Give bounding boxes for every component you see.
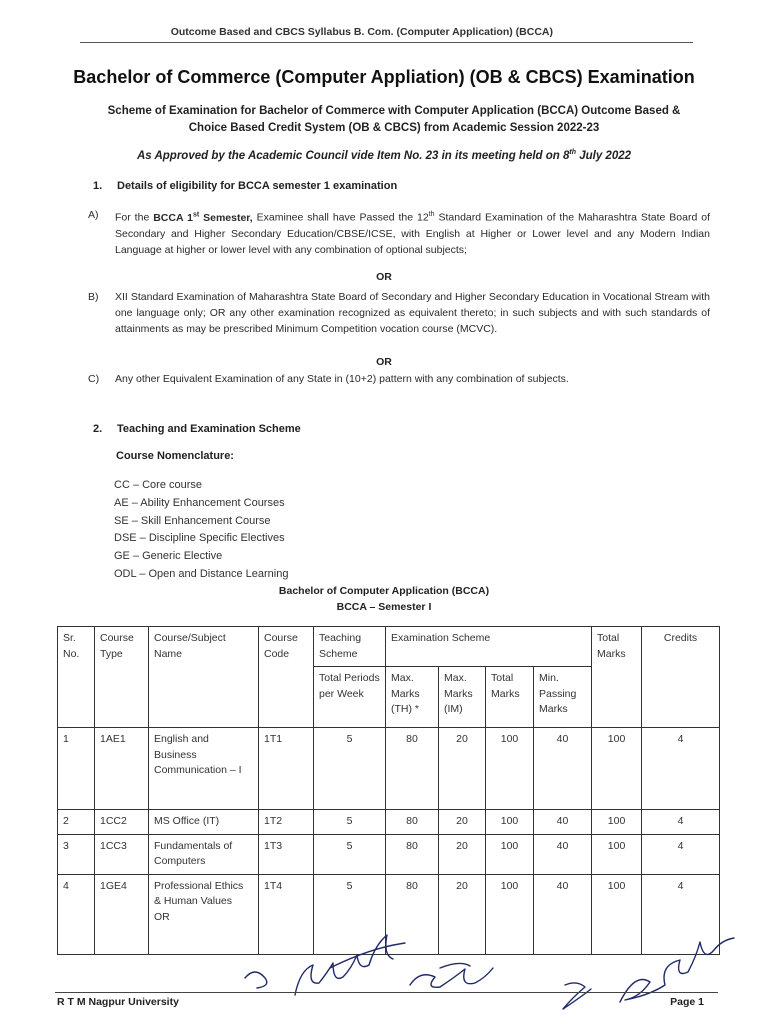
- cell-course-name: Fundamentals of Computers: [149, 834, 259, 874]
- approval-note: [60, 149, 708, 162]
- item-b-text: XII Standard Examination of Maharashtra State Board of Secondary and Higher Secondary Education in Vocational Stream with one language only; OR any other examination recognized as equivalent thereto; in such subjects and with such standards of attainments as may be prescribed Minimum Competition vocation course (MCVC).: [115, 291, 710, 335]
- column-header: Max. Marks (IM): [439, 667, 486, 728]
- cell-course-type: 1GE4: [95, 874, 149, 954]
- item-marker: B): [88, 291, 99, 303]
- course-name-text: Professional Ethics & Human Values: [154, 879, 244, 907]
- cell-credits: 4: [642, 728, 720, 810]
- cell-credits: 4: [642, 810, 720, 835]
- cell-course-name: [149, 874, 259, 954]
- table-row: [58, 810, 720, 835]
- eligibility-item-a: [88, 207, 710, 258]
- cell-total-marks: 100: [592, 810, 642, 835]
- subtitle-line-2: Choice Based Credit System (OB & CBCS) from Academic Session 2022-23: [188, 122, 600, 134]
- nomenclature-list: [114, 477, 288, 584]
- table-row: [58, 874, 720, 954]
- table-header-row: [58, 627, 720, 667]
- column-header: Examination Scheme: [386, 627, 592, 667]
- list-item: CC – Core course: [114, 479, 203, 491]
- cell-periods: 5: [314, 874, 386, 954]
- item-a-bold: BCCA 1: [153, 211, 193, 224]
- cell-course-name: MS Office (IT): [149, 810, 259, 835]
- column-header: Max. Marks (TH) *: [386, 667, 439, 728]
- item-a-bold-post: Semester,: [199, 211, 253, 224]
- cell-min-passing: 40: [534, 874, 592, 954]
- page-title: Bachelor of Commerce (Computer Appliation) (OB & CBCS) Examination: [73, 67, 695, 87]
- column-header: Course Type: [95, 627, 149, 728]
- section-1-title: Details of eligibility for BCCA semester 1 examination: [117, 180, 398, 192]
- table-row: [58, 834, 720, 874]
- column-header: Total Periods per Week: [314, 667, 386, 728]
- page-number: Page 1: [670, 996, 704, 1008]
- running-header: [80, 26, 693, 43]
- item-a-text-2: Standard Examination of the Maharashtra State Board of Secondary and Higher Secondary Education/CBSE/ICSE, with English at Higher or Lower level and any Modern Indian Language at higher or lower level with any combination of optional subjects;: [115, 211, 711, 256]
- item-c-text: Any other Equivalent Examination of any State in (10+2) pattern with any combination of subjects.: [115, 373, 569, 385]
- section-2-title: Teaching and Examination Scheme: [117, 423, 301, 435]
- cell-credits: 4: [642, 874, 720, 954]
- footer-divider: [55, 992, 718, 993]
- cell-exam-total: 100: [486, 810, 534, 835]
- section-2-number: 2.: [93, 423, 103, 435]
- cell-course-type: 1AE1: [95, 728, 149, 810]
- cell-course-name: English and Business Communication – I: [149, 728, 259, 810]
- scheme-subtitle: [80, 103, 708, 137]
- eligibility-item-c: [88, 371, 710, 387]
- cell-sr: 2: [58, 810, 95, 835]
- cell-min-passing: 40: [534, 728, 592, 810]
- cell-credits: 4: [642, 834, 720, 874]
- cell-min-passing: 40: [534, 810, 592, 835]
- footer-university: R T M Nagpur University: [57, 996, 179, 1008]
- approval-sup: th: [569, 149, 577, 156]
- cell-course-type: 1CC3: [95, 834, 149, 874]
- cell-periods: 5: [314, 810, 386, 835]
- cell-max-th: 80: [386, 810, 439, 835]
- column-header: Sr. No.: [58, 627, 95, 728]
- cell-sr: 4: [58, 874, 95, 954]
- cell-course-code: 1T2: [259, 810, 314, 835]
- column-header: Course/Subject Name: [149, 627, 259, 728]
- column-header: Course Code: [259, 627, 314, 728]
- eligibility-item-b: [88, 289, 710, 337]
- table-row: [58, 728, 720, 810]
- cell-course-code: 1T1: [259, 728, 314, 810]
- cell-max-th: 80: [386, 874, 439, 954]
- cell-course-code: 1T3: [259, 834, 314, 874]
- cell-sr: 3: [58, 834, 95, 874]
- list-item: GE – Generic Elective: [114, 550, 223, 563]
- cell-total-marks: 100: [592, 728, 642, 810]
- column-header: Total Marks: [486, 667, 534, 728]
- cell-periods: 5: [314, 728, 386, 810]
- list-item: AE – Ability Enhancement Courses: [114, 496, 285, 509]
- cell-max-im: 20: [439, 834, 486, 874]
- item-marker: C): [88, 373, 100, 385]
- approval-text: As Approved by the Academic Council vide Item No. 23 in its meeting held on 8: [137, 149, 570, 162]
- column-header: Min. Passing Marks: [534, 667, 592, 728]
- list-item: ODL – Open and Distance Learning: [114, 567, 289, 580]
- signature-4: [563, 983, 591, 1009]
- signature-3: [410, 963, 493, 987]
- cell-exam-total: 100: [486, 728, 534, 810]
- item-a-pre: For the: [115, 211, 154, 224]
- cell-max-th: 80: [386, 728, 439, 810]
- cell-max-im: 20: [439, 810, 486, 835]
- table-subcaption: BCCA – Semester I: [336, 601, 432, 613]
- or-separator: OR: [376, 271, 392, 283]
- item-a-sup: th: [428, 211, 435, 218]
- cell-sr: 1: [58, 728, 95, 810]
- column-header: Teaching Scheme: [314, 627, 386, 667]
- cell-exam-total: 100: [486, 834, 534, 874]
- item-marker: A): [88, 209, 99, 221]
- table-caption: Bachelor of Computer Application (BCCA): [278, 585, 490, 597]
- column-header: Credits: [642, 627, 720, 728]
- column-header: Total Marks: [592, 627, 642, 728]
- cell-total-marks: 100: [592, 834, 642, 874]
- running-header-text: Outcome Based and CBCS Syllabus B. Com. (Computer Application) (BCCA): [170, 26, 553, 38]
- cell-total-marks: 100: [592, 874, 642, 954]
- list-item: DSE – Discipline Specific Electives: [114, 532, 285, 545]
- section-1-heading: [93, 180, 397, 192]
- cell-course-code: 1T4: [259, 874, 314, 954]
- section-1-number: 1.: [93, 180, 103, 192]
- cell-max-im: 20: [439, 874, 486, 954]
- cell-exam-total: 100: [486, 874, 534, 954]
- subtitle-line-1: Scheme of Examination for Bachelor of Commerce with Computer Application (BCCA) Outcome Based &: [107, 105, 681, 117]
- nomenclature-title: Course Nomenclature:: [116, 450, 234, 462]
- section-2-heading: [93, 423, 301, 435]
- item-a-text: Examinee shall have Passed the 12: [252, 211, 429, 224]
- signature-1: [245, 972, 267, 988]
- cell-course-type: 1CC2: [95, 810, 149, 835]
- cell-max-th: 80: [386, 834, 439, 874]
- list-item: SE – Skill Enhancement Course: [114, 514, 271, 527]
- approval-date: July 2022: [576, 149, 631, 162]
- course-name-or: OR: [154, 910, 170, 923]
- cell-max-im: 20: [439, 728, 486, 810]
- cell-min-passing: 40: [534, 834, 592, 874]
- or-separator: OR: [376, 356, 392, 368]
- examination-scheme-table: [57, 626, 720, 955]
- item-a-bold-sup: st: [192, 211, 200, 218]
- cell-periods: 5: [314, 834, 386, 874]
